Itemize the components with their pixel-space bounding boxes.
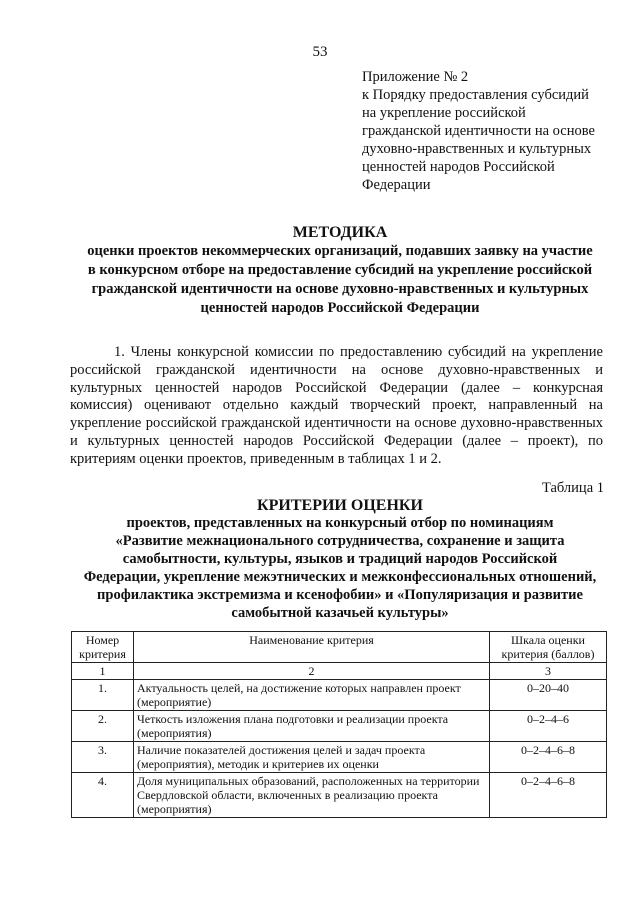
- criteria-subtitle-line: самобытной казачьей культуры»: [231, 604, 449, 621]
- methodology-subtitle-line: оценки проектов некоммерческих организаций, подавших заявку на участие: [87, 243, 593, 259]
- row-scale: 0–2–4–6: [490, 711, 607, 742]
- header-scale: Шкала оценки критерия (баллов): [490, 632, 607, 663]
- methodology-title: МЕТОДИКА: [292, 224, 388, 241]
- criteria-heading: [70, 497, 610, 622]
- criteria-subtitle-line: Федерации, укрепление межэтнических и межконфессиональных отношений,: [83, 568, 597, 585]
- table-row: [72, 773, 607, 818]
- table-header-row: [72, 632, 607, 663]
- appendix-line: Федерации: [362, 177, 431, 193]
- column-number: 1: [72, 663, 134, 680]
- row-number: 2.: [72, 711, 134, 742]
- row-number: 4.: [72, 773, 134, 818]
- table-label: Таблица 1: [541, 480, 604, 496]
- header-name: Наименование критерия: [134, 632, 490, 663]
- paragraph-1: 1. Члены конкурсной комиссии по предоставлению субсидий на укрепление российской гражданской идентичности на основе духовно-нравственных и культурных ценностей народов Российской Федерации (далее – конкурсная комиссия) оценивают отдельно каждый творческий проект, направленный на укрепление российской гражданской идентичности на основе духовно-нравственных и культурных ценностей народов Российской Федерации (далее – проект), по критериям оценки проектов, приведенным в таблицах 1 и 2.: [70, 344, 603, 467]
- column-number-row: [72, 663, 607, 680]
- table-row: [72, 680, 607, 711]
- appendix-line: к Порядку предоставления субсидий: [362, 87, 589, 103]
- appendix-line: гражданской идентичности на основе: [362, 123, 595, 139]
- table-row: [72, 711, 607, 742]
- header-number: Номер критерия: [72, 632, 134, 663]
- appendix-line: Приложение № 2: [362, 69, 469, 85]
- methodology-subtitle-line: ценностей народов Российской Федерации: [200, 300, 480, 316]
- criteria-title: КРИТЕРИИ ОЦЕНКИ: [257, 497, 423, 514]
- appendix-line: духовно-нравственных и культурных: [362, 141, 592, 157]
- criteria-table: [71, 631, 607, 818]
- criteria-subtitle-line: профилактика экстремизма и ксенофобии» и «Популяризация и развитие: [97, 586, 583, 603]
- criteria-subtitle-line: проектов, представленных на конкурсный отбор по номинациям: [126, 515, 554, 531]
- criteria-subtitle-line: самобытности, культуры, языков и традиций народов Российской: [122, 550, 558, 567]
- table-row: [72, 742, 607, 773]
- appendix-line: ценностей народов Российской: [362, 159, 555, 175]
- column-number: 2: [134, 663, 490, 680]
- methodology-subtitle-line: в конкурсном отборе на предоставление субсидий на укрепление российской: [87, 262, 593, 278]
- methodology-heading: [70, 224, 610, 318]
- criteria-subtitle-line: «Развитие межнационального сотрудничества, сохранение и защита: [115, 532, 565, 549]
- row-scale: 0–2–4–6–8: [490, 742, 607, 773]
- row-criterion: Актуальность целей, на достижение которых направлен проект (мероприятие): [134, 680, 490, 711]
- appendix-block: [362, 68, 612, 194]
- appendix-line: на укрепление российской: [362, 105, 526, 121]
- row-scale: 0–2–4–6–8: [490, 773, 607, 818]
- methodology-subtitle-line: гражданской идентичности на основе духовно-нравственных и культурных: [91, 281, 589, 297]
- row-criterion: Четкость изложения плана подготовки и реализации проекта (мероприятия): [134, 711, 490, 742]
- row-number: 1.: [72, 680, 134, 711]
- row-scale: 0–20–40: [490, 680, 607, 711]
- column-number: 3: [490, 663, 607, 680]
- row-number: 3.: [72, 742, 134, 773]
- row-criterion: Доля муниципальных образований, расположенных на территории Свердловской области, включенных в реализацию проекта (мероприятия): [134, 773, 490, 818]
- row-criterion: Наличие показателей достижения целей и задач проекта (мероприятия), методик и критериев их оценки: [134, 742, 490, 773]
- page-number: 53: [312, 44, 328, 60]
